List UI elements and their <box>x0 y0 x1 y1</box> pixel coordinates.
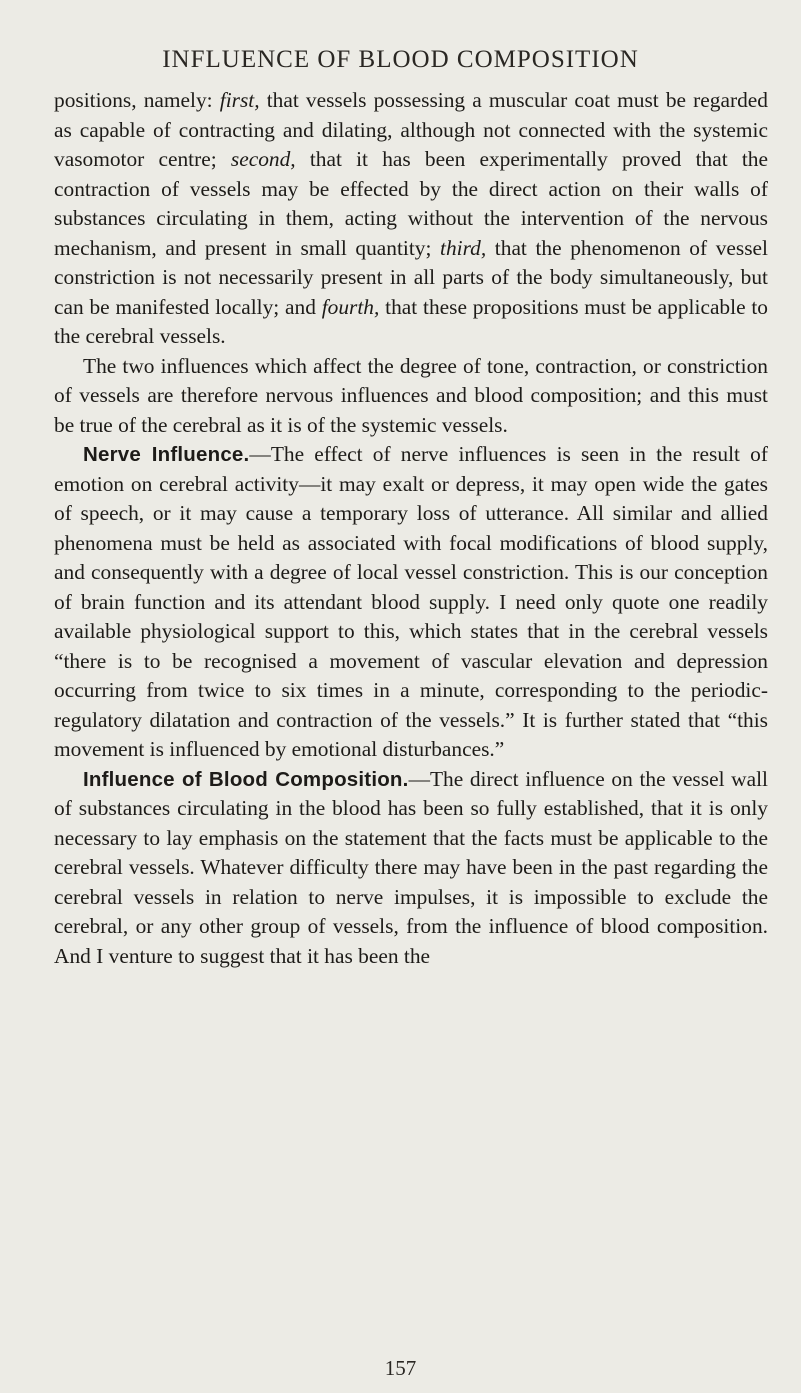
text-run: —The effect of nerve influences is seen in the result of emotion on cerebral activity—it may exalt or depress, it may open wide the gates of speech, or it may cause a temporary loss of utterance. All similar and allied phenomena must be held as associated with focal modifications of blood supply, and consequently with a degree of local vessel constriction. This is our conception of brain function and its attendant blood supply. I need only quote one readily available physiological support to this, which states that in the cerebral vessels “there is to be recognised a movement of vascular elevation and depression occurring from twice to six times in a minute, corresponding to the periodic-regulatory dilatation and contraction of the vessels.” It is further stated that “this movement is influenced by emotional disturbances.” <box>54 442 768 761</box>
paragraph-continuation <box>54 86 768 352</box>
text-run: that the phenomenon of vessel constriction is not necessarily present in all parts of the body simultaneously, but can be manifested locally; and <box>54 235 768 319</box>
text-run: that it has been experimentally proved that the contraction of vessels may be effected by the direct action on their walls of substances circulating in them, acting without the intervention of the nervous mechanism, and present in small quantity; <box>54 147 768 260</box>
text-run: —The direct influence on the vessel wall of substances circulating in the blood has been so fully established, that it is only necessary to lay emphasis on the statement that the facts must be applicable to the cerebral vessels. Whatever difficulty there may have been in the past regarding the cerebral vessels in relation to nerve impulses, it is impossible to exclude the cerebral, or any other group of vessels, from the influence of blood composition. And I venture to suggest that it has been the <box>54 766 768 968</box>
italic-ordinal-second: second, <box>230 147 296 171</box>
italic-ordinal-first: first, <box>219 88 260 112</box>
text-run: that vessels possessing a muscular coat must be regarded as capable of contracting and dilating, although not connected with the systemic vasomotor centre; <box>54 88 768 171</box>
section-heading-nerve-influence: Nerve Influence. <box>83 443 250 466</box>
running-head: INFLUENCE OF BLOOD COMPOSITION <box>162 46 639 73</box>
body-text <box>54 86 768 971</box>
section-heading-blood-composition: Influence of Blood Composition. <box>83 767 409 791</box>
paragraph-nerve-influence <box>54 440 768 765</box>
italic-ordinal-fourth: fourth, <box>321 294 380 319</box>
italic-ordinal-third: third, <box>440 235 487 260</box>
paragraph-blood-composition <box>54 765 768 972</box>
text-run: that these propositions must be applicable to the cerebral vessels. <box>54 294 768 348</box>
paragraph-two-influences: The two influences which affect the degree of tone, contraction, or constriction of vessels are therefore nervous influences and blood composition; and this must be true of the cerebral as it is of the systemic vessels. <box>54 353 768 437</box>
text-run: positions, namely: <box>54 88 220 112</box>
page-number: 157 <box>384 1356 417 1380</box>
